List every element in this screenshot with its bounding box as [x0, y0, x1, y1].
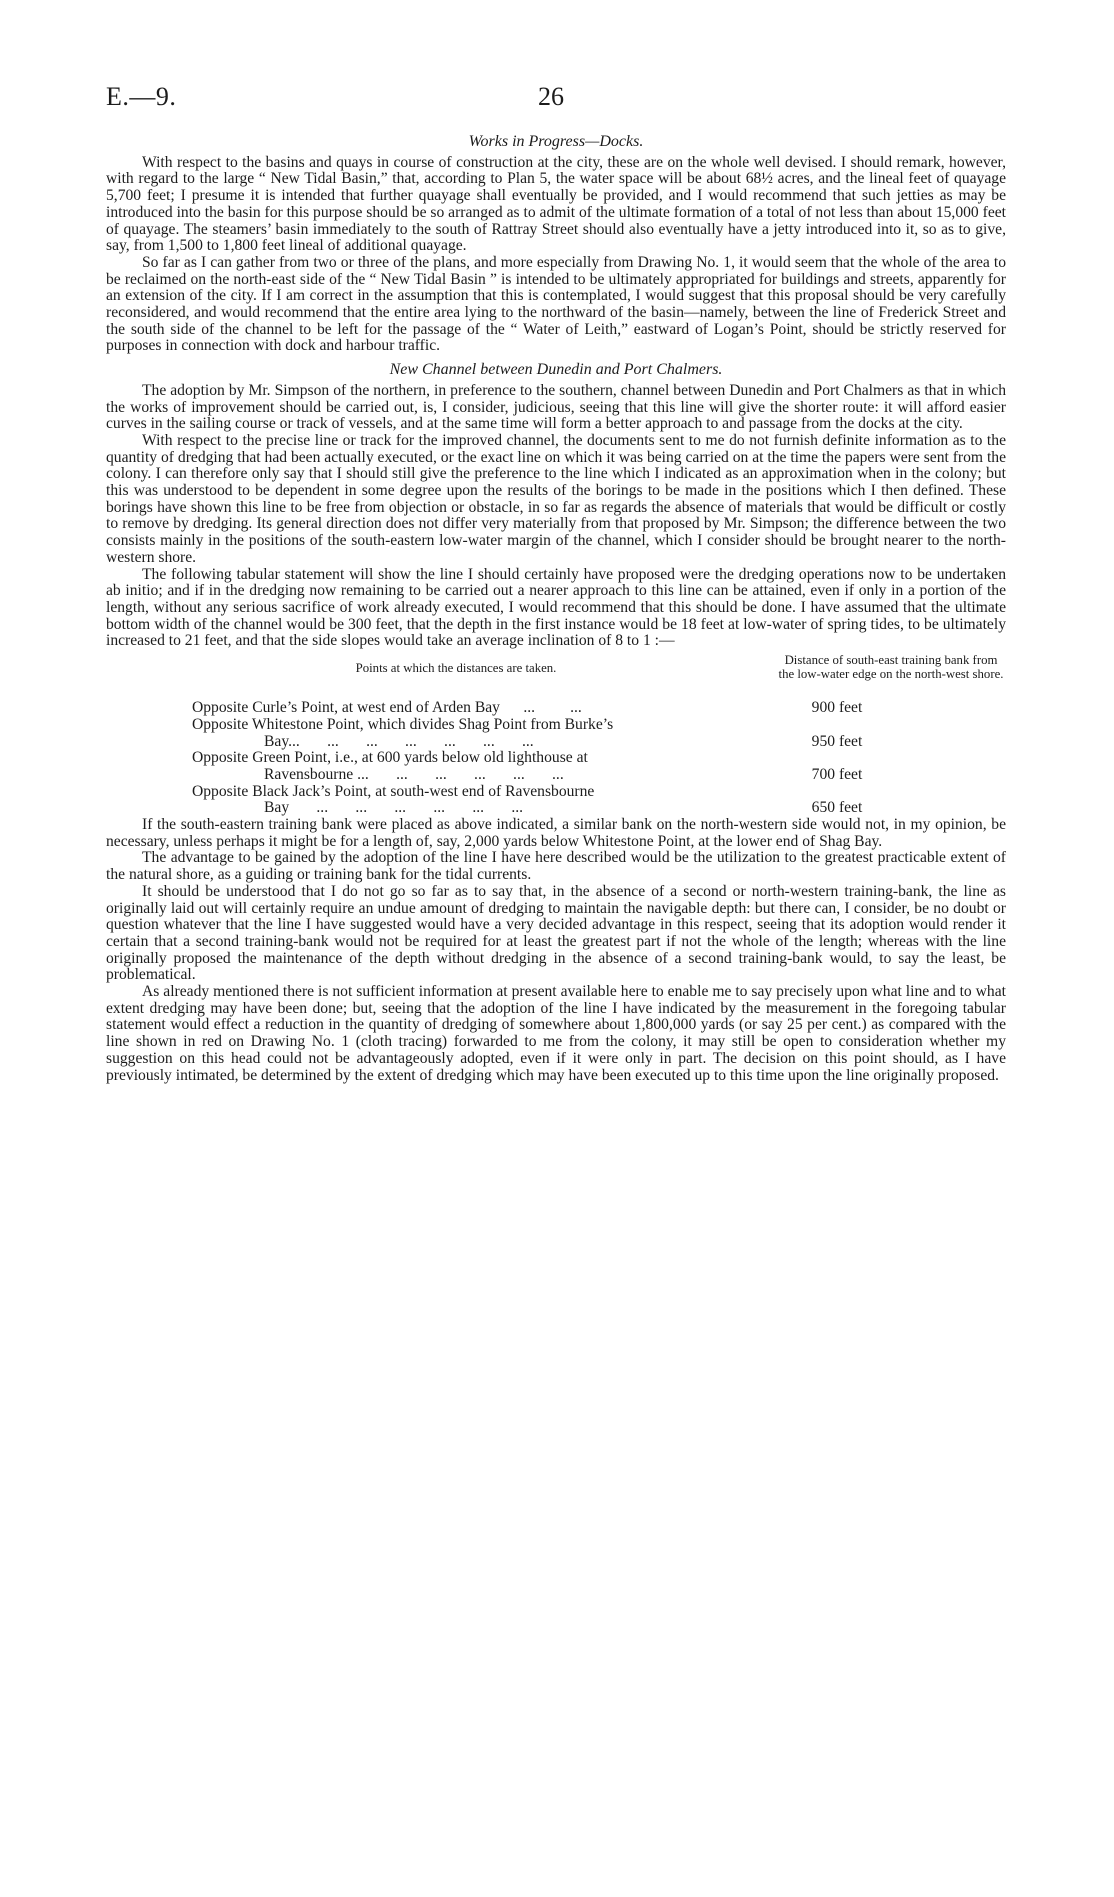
table-row [192, 717, 892, 750]
paragraph: The following tabular statement will show the line I should certainly have proposed were the dredging operations now to be undertaken ab initio; and if in the dredging now remaining to be carried out a nearer approach to this line can be attained, even if only in a portion of the length, without any serious sacrifice of work already executed, I would recommend that this should be done. I have assumed that the ultimate bottom width of the channel would be 300 feet, that the depth in the first instance would be 18 feet at low-water of spring tides, to be ultimately increased to 21 feet, and that the side slopes would take an average inclination of 8 to 1 :— [106, 565, 1006, 650]
table-header [106, 652, 1006, 700]
section-heading-new-channel: New Channel between Dunedin and Port Chalmers. [389, 361, 723, 379]
document-body [106, 134, 1006, 1084]
table-cell-distance: 950 feet [811, 732, 863, 750]
paragraph: If the south-eastern training bank were placed as above indicated, a similar bank on the north-western side would not, in my opinion, be necessary, unless perhaps it might be for a length of, say, 2,000 yards below Whitestone Point, at the lower end of Shag Bay. [106, 816, 1006, 850]
table-cell-distance: 700 feet [811, 765, 863, 783]
distance-table [106, 652, 1006, 817]
paragraph: The advantage to be gained by the adoption of the line I have here described would be the utilization to the greatest practicable extent of the natural shore, as a guiding or training bank for the tidal currents. [106, 849, 1006, 884]
table-header-distance: Distance of south-east training bank from the low-water edge on the north-west shore. [778, 653, 1004, 681]
table-cell-point: Opposite Black Jack’s Point, at south-west end of Ravensbourne [192, 782, 595, 800]
table-cell-point-continued: Bay ... ... ... ... ... ... [264, 799, 524, 817]
section-heading-docks: Works in Progress—Docks. [468, 133, 644, 150]
table-header-points: Points at which the distances are taken. [355, 661, 557, 676]
page-header [106, 82, 1006, 122]
paragraph: With respect to the precise line or track for the improved channel, the documents sent to me do not furnish definite information as to the quantity of dredging that had been actually executed, or the exact line on which it was being carried on at the time the papers were sent from the colony. I can therefore only say that I should still give the preference to the line which I indicated as an approximation when in the colony; but this was understood to be dependent in some degree upon the results of the borings to be made in the positions which I then defined. These borings have shown this line to be free from objection or obstacle, in so far as regards the absence of materials that would be difficult or costly to remove by dredging. Its general direction does not differ very materially from that proposed by Mr. Simpson; the difference between the two consists mainly in the positions of the south-eastern low-water margin of the channel, which I consider should be brought nearer to the north-western shore. [106, 431, 1006, 566]
paragraph: With respect to the basins and quays in course of construction at the city, these are on the whole well devised. I should remark, however, with regard to the large “ New Tidal Basin,” that, according to Plan 5, the water space will be about 68½ acres, and the lineal feet of quayage 5,700 feet; I presume it is intended that further quayage shall eventually be provided, and I would recommend that such jetties as may be introduced into the basin for this purpose should be so arranged as to admit of the ultimate formation of a total of not less than about 15,000 feet of quayage. The steamers’ basin immediately to the south of Rattray Street should also eventually have a jetty introduced into it, so as to give, say, from 1,500 to 1,800 feet lineal of additional quayage. [106, 153, 1006, 255]
table-cell-distance: 650 feet [811, 799, 863, 817]
table-row [192, 700, 892, 717]
table-cell-point-continued: Bay... ... ... ... ... ... ... [264, 732, 534, 750]
table-row [192, 784, 892, 817]
paragraph: The adoption by Mr. Simpson of the northern, in preference to the southern, channel between Dunedin and Port Chalmers as that in which the works of improvement should be carried out, is, I consider, judicious, seeing that this line will give the shorter route: it will afford easier curves in the sailing course or track of vessels, and at the same time will form a better approach to and passage from the docks at the city. [106, 381, 1006, 433]
table-cell-point-continued: Ravensbourne ... ... ... ... ... ... [264, 765, 564, 783]
paragraph: As already mentioned there is not sufficient information at present available here to enable me to say precisely upon what line and to what extent dredging may have been done; but, seeing that the adoption of the line I have indicated by the measurement in the foregoing tabular statement would effect a reduction in the quantity of dredging of somewhere about 1,800,000 yards (or say 25 per cent.) as compared with the line shown in red on Drawing No. 1 (cloth tracing) forwarded to me from the colony, it may still be open to consideration whether my suggestion on this head could not be advantageously adopted, even if it were only in part. The decision on this point should, as I have previously intimated, be determined by the extent of dredging which may have been executed up to this time upon the line originally proposed. [106, 983, 1006, 1084]
paragraph: It should be understood that I do not go so far as to say that, in the absence of a second or north-western training-bank, the line as originally laid out will certainly require an undue amount of dredging to maintain the navigable depth: but there can, I consider, be no doubt or question whatever that the line I have suggested would have a very decided advantage in this respect, seeing that its adoption would render it certain that a second training-bank would not be required for at least the greatest part if not the whole of the length; whereas with the line originally proposed the maintenance of the depth without dredging in the absence of a second training-bank would, to say the least, be problematical. [106, 882, 1006, 984]
table-cell-point: Opposite Whitestone Point, which divides Shag Point from Burke’s [192, 715, 614, 733]
document-id: E.—9. [106, 82, 177, 111]
page-number: 26 [538, 82, 564, 111]
table-cell-point: Opposite Curle’s Point, at west end of Arden Bay ... ... [192, 699, 582, 717]
table-cell-distance: 900 feet [811, 699, 863, 717]
table-cell-point: Opposite Green Point, i.e., at 600 yards below old lighthouse at [192, 749, 588, 767]
table-row [192, 750, 892, 783]
paragraph: So far as I can gather from two or three of the plans, and more especially from Drawing No. 1, it would seem that the whole of the area to be reclaimed on the north-east side of the “ New Tidal Basin ” is intended to be ultimately appropriated for buildings and streets, apparently for an extension of the city. If I am correct in the assumption that this is contemplated, I would suggest that this proposal should be very carefully reconsidered, and would recommend that the entire area lying to the northward of the basin—namely, between the line of Frederick Street and the south side of the channel to be left for the passage of the “ Water of Leith,” eastward of Logan’s Point, should be strictly reserved for purposes in connection with dock and harbour traffic. [106, 253, 1006, 355]
